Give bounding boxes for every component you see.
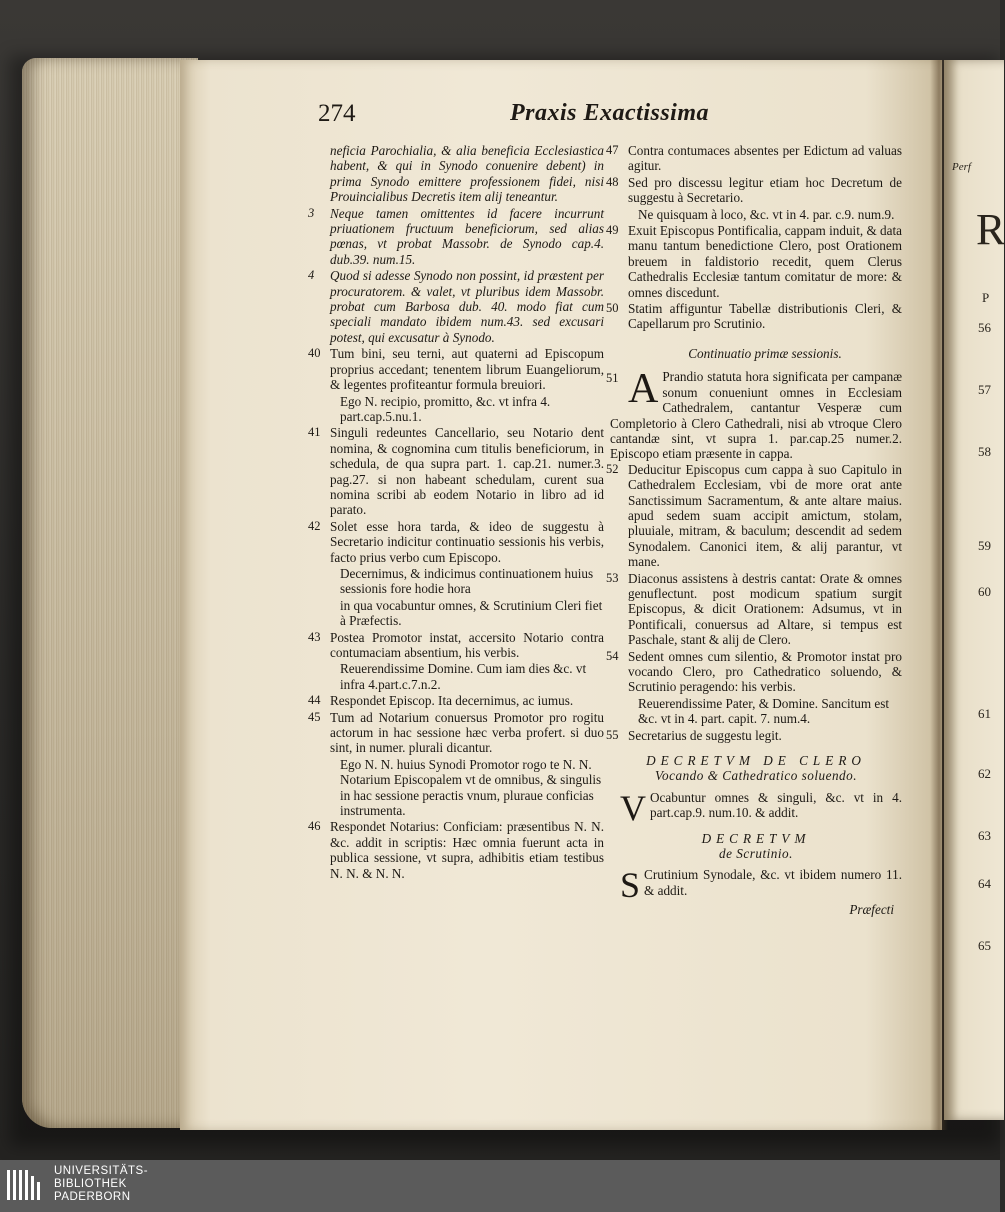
paragraph-text: Tum bini, seu terni, aut quaterni ad Episcopum proprius accedant; tenentem librum Euangeliorum, & legentes profiteantur formula breuiori. (330, 346, 604, 393)
numbered-paragraph (308, 205, 604, 268)
facing-page-number: 59 (978, 538, 991, 553)
paragraph-text: Prandio statuta hora significata per campanæ sonum conueniunt omnes in Ecclesiam Cathedralem, cantantur Vesperæ cum Completorio à Clero Cathedrali, nisi ab vtroque Clero cantandæ sint, vt supra 1. par.cap.25 numer.2. Episcopo etiam præsente in cappa. (610, 369, 902, 462)
formula-text: Reuerendissime Pater, & Domine. Sancitum est &c. vt in 4. part. capit. 7. num.4. (638, 695, 890, 727)
para-number: 46 (308, 819, 321, 834)
decree-heading: DECRETVM (701, 830, 811, 846)
paragraph-text: Neque tamen omittentes id facere incurrunt priuationem fructuum beneficiorum, sed alias pœnas, vt probat Massobr. de Synodo cap.4. dub.39. num.15. (330, 205, 604, 267)
decree-heading: DECRETVM DE CLERO (646, 753, 866, 769)
paragraph-text: Respondet Notarius: Conficiam: præsentibus N. N. &c. addit in scriptis: Hæc omnia fuerunt acta in publica sessione, vt supra, adhibitis etiam testibus N. N. & N. N. (330, 819, 604, 881)
drop-capital: A (628, 366, 659, 413)
decree-subheading: de Scrutinio. (719, 846, 793, 862)
section-title: Continuatio primæ sessionis. (688, 345, 842, 361)
book-page-edges (22, 58, 198, 1128)
numbered-paragraph (308, 819, 604, 881)
drop-capital: V (620, 787, 646, 828)
paragraph-text: Singuli redeuntes Cancellario, seu Notario dent nomina, & cognomina cum titulis beneficiorum, in schedula, de qua supra part. 1. cap.21. numer.3. pag.27. si non habeant schedulam, curent sua nomina scribi ab eodem Notario in libro ad id parato. (330, 425, 604, 518)
facing-page-number: 58 (978, 444, 991, 459)
para-number: 4 (308, 268, 315, 283)
library-footer (0, 1160, 1000, 1212)
facing-page-number: 62 (978, 766, 991, 781)
library-name (54, 1165, 148, 1204)
drop-capital: S (620, 865, 641, 906)
facing-page-number: 57 (978, 382, 991, 397)
paragraph-text: Exuit Episcopus Pontificalia, cappam induit, & data manu tantum benedictione Clero, post Orationem breuem in faldistorio recedit, quem Clerus Cathedralis Ecclesiæ tantum comitatur de more: & omnes discedunt. (628, 223, 902, 300)
para-number: 43 (308, 629, 321, 644)
paragraph-text: Solet esse hora tarda, & ideo de suggestu à Secretario indicitur continuatio sessionis his verbis, facto prius verbo cum Episcopo. (330, 518, 604, 565)
facing-page-number: 61 (978, 706, 991, 721)
facing-page-header: Perf (952, 161, 971, 173)
numbered-paragraph (606, 570, 902, 648)
numbered-paragraph (308, 425, 604, 518)
para-number: 53 (606, 570, 619, 585)
paragraph-text: Statim affiguntur Tabellæ distributionis Cleri, & Capellarum pro Scrutinio. (628, 301, 902, 332)
para-number: 52 (606, 461, 619, 476)
paragraph-text: Sedent omnes cum silentio, & Promotor instat pro vocando Clero, pro Cathedratico soluendo, & Scrutinio peragendo: his verbis. (628, 648, 902, 695)
para-number: 51 (606, 371, 619, 386)
right-text-column (606, 143, 902, 931)
para-number: 44 (308, 693, 321, 708)
para-number: 47 (606, 143, 619, 157)
numbered-paragraph (308, 518, 604, 565)
para-number: 54 (606, 648, 619, 663)
left-text-column (308, 143, 604, 882)
facing-page-number: 56 (978, 320, 991, 335)
paragraph-text: Respondet Episcop. Ita decernimus, ac iumus. (330, 693, 574, 709)
paragraph-text: Quod si adesse Synodo non possint, id præstent per procuratorem. & valet, vt pluribus idem Massobr. probat cum Barbosa dub. 40. modo fiat cum speciali mandato ibidem num.43. sed excusari potest, qui excusatur à Synodo. (330, 268, 604, 345)
para-number: 42 (308, 518, 321, 533)
catchword: Præfecti (849, 902, 894, 918)
formula-text: Ego N. recipio, promitto, &c. vt infra 4. part.cap.5.nu.1. (340, 393, 551, 424)
university-library-logo-icon (5, 1166, 43, 1204)
decree-subheading: Vocando & Cathedratico soluendo. (654, 768, 858, 784)
numbered-paragraph (606, 223, 902, 300)
numbered-paragraph (308, 693, 604, 709)
paragraph-text: Ocabuntur omnes & singuli, &c. vt in 4. part.cap.9. num.10. & addit. (650, 789, 902, 821)
numbered-paragraph (308, 629, 604, 661)
formula-text: in qua vocabuntur omnes, & Scrutinium Cleri fiet à Præfectis. (340, 597, 603, 629)
library-name-line: UNIVERSITÄTS- (54, 1165, 149, 1177)
numbered-paragraph (308, 346, 604, 393)
numbered-paragraph (606, 461, 902, 570)
formula-text: Reuerendissime Domine. Cum iam dies &c. vt infra 4.part.c.7.n.2. (340, 661, 587, 692)
paragraph-text: Tum ad Notarium conuersus Promotor pro rogitu actorum in hac sessione hæc verba profert. si duo sint, in numer. plurali dicantur. (330, 709, 604, 756)
library-name-line: PADERBORN (54, 1191, 131, 1203)
decree-text (610, 865, 902, 906)
facing-page-drop-capital: R (976, 205, 1005, 254)
paragraph-text: Crutinium Synodale, &c. vt ibidem numero 11. & addit. (644, 867, 902, 898)
formula-text: Ne quisquam à loco, &c. vt in 4. par. c.9. num.9. (638, 206, 895, 222)
decree-text (610, 787, 902, 828)
numbered-paragraph (308, 268, 604, 345)
running-head: Praxis Exactissima (510, 100, 710, 126)
facing-page-number: 64 (978, 876, 991, 891)
numbered-paragraph (606, 143, 902, 174)
facing-page-number: 65 (978, 938, 991, 953)
formula-text: Ego N. N. huius Synodi Promotor rogo te N. N. Notarium Episcopalem vt de omnibus, & singulis in hac sessione peractis vnum, pluraue conficias instrumenta. (340, 756, 602, 819)
paragraph: neficia Parochialia, & alia beneficia Ecclesiastica habent, & qui in Synodo conuenire debent) in prima Synodo emittere professionem fidei, nisi Prouincialibus Decretis item alij teneantur. (330, 143, 604, 205)
facing-page-number: 63 (978, 828, 991, 843)
para-number: 3 (308, 205, 315, 220)
page-header (318, 100, 718, 140)
facing-page-letter: P (982, 290, 990, 305)
library-name-line: BIBLIOTHEK (54, 1178, 127, 1190)
para-number: 41 (308, 425, 321, 440)
numbered-paragraph (606, 648, 902, 695)
para-number: 50 (606, 301, 619, 316)
para-number: 40 (308, 346, 321, 361)
paragraph-text: Deducitur Episcopus cum cappa à suo Capitulo in Cathedralem Ecclesiam, vbi de more orat ante Sanctissimum Sacramentum, & ante altare maius. apud sedem suam accipit amictum, stolam, pluuiale, mitram, & baculum; descendit ad sedem Synodalem. Canonici item, & alij parantur, vt mane. (628, 461, 902, 570)
paragraph-text: Diaconus assistens à destris cantat: Orate & omnes genuflectunt. post modicum spatium surgit Episcopus, & dicit Orationem: Adsumus, vt in Pontificali, conuersus ad Altare, si tempus est Paschale, stant & alij de Clero. (628, 570, 902, 648)
numbered-paragraph (606, 301, 902, 332)
numbered-paragraph (606, 366, 902, 462)
facing-page-number: 60 (978, 584, 991, 599)
numbered-paragraph (606, 727, 902, 743)
numbered-paragraph (606, 174, 902, 206)
page-number: 274 (318, 100, 356, 127)
paragraph-text: Sed pro discessu legitur etiam hoc Decretum de suggestu à Secretario. (628, 174, 902, 206)
paragraph-text: Secretarius de suggestu legit. (628, 727, 782, 743)
para-number: 48 (606, 174, 619, 189)
para-number: 45 (308, 709, 321, 724)
paragraph-text: Contra contumaces absentes per Edictum ad valuas agitur. (628, 143, 902, 174)
numbered-paragraph (308, 709, 604, 756)
formula-text: Decernimus, & indicimus continuationem huius sessionis fore hodie hora (340, 565, 594, 597)
paragraph-text: Postea Promotor instat, accersito Notario contra contumaciam absentium, his verbis. (330, 629, 604, 660)
para-number: 49 (606, 223, 619, 238)
para-number: 55 (606, 727, 619, 742)
